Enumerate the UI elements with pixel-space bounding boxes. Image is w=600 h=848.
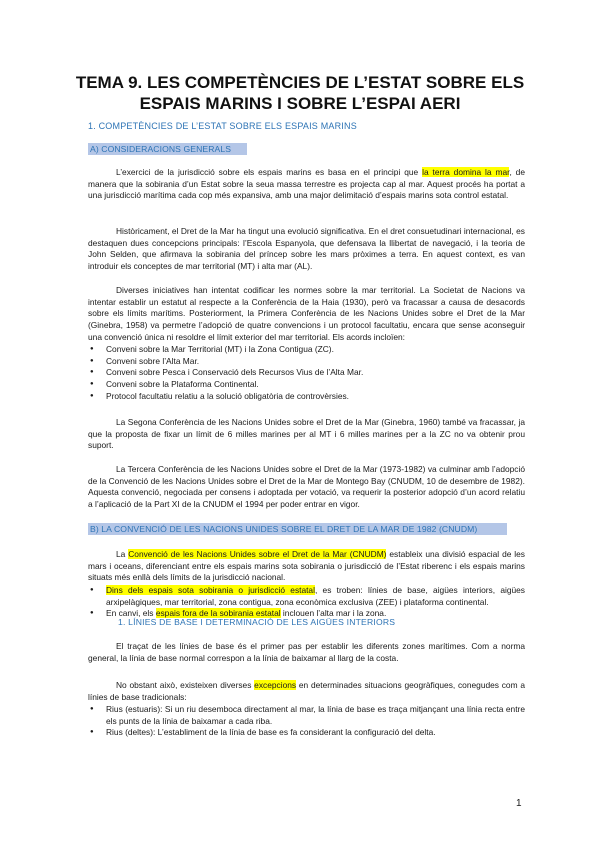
page-number: 1: [516, 798, 522, 809]
paragraph-text: estableix una divisió espacial de les mars i oceans, diferenciant entre els espais marins sota sobirania o jurisdicció de l’Estat riberenc i els espais marins situats més enllà dels límits de la jurisdicció nacional.: [88, 549, 525, 583]
paragraph-2: Històricament, el Dret de la Mar ha tingut una evolució significativa. En el dret consuetudinari internacional, es destaquen dues concepcions principals: l’Escola Espanyola, que defensava la llibertat de navegació, i la teoria de John Selden, que afirmava la sobirania del príncep sobre les mars pròximes a terra. En aquest context, es van introduir els conceptes de mar territorial (MT) i alta mar (AL).: [88, 226, 525, 272]
paragraph-text: , de manera que la sobirania d’un Estat sobre la seua massa terrestre es projecta cap al mar. Aquest procés ha portat a una jurisdicció marítima cada cop més expansiva, amb una major delimitació d’espais marins sota control estatal.: [88, 167, 525, 201]
bullet-list-2: [88, 585, 525, 620]
list-item: ● Conveni sobre l’Alta Mar.: [88, 356, 525, 368]
paragraph-text: No obstant això, existeixen diverses: [116, 680, 255, 690]
highlight: Dins dels espais sota sobirania o jurisdicció estatal: [106, 585, 315, 595]
list-item-text: , es troben: línies de base, aigües interiors, aigües arxipelàgiques, mar territorial, zona contigua, zona econòmica exclusiva (ZEE) i plataforma continental.: [106, 585, 525, 607]
list-item-text: inclouen l’alta mar i la zona.: [280, 608, 387, 619]
highlight: la terra domina la mar: [422, 167, 510, 177]
subheading-b: B) LA CONVENCIÓ DE LES NACIONS UNIDES SOBRE EL DRET DE LA MAR DE 1982 (CNUDM): [88, 523, 507, 535]
paragraph-7: El traçat de les línies de base és el primer pas per establir les diferents zones marítimes. Com a norma general, la línia de base normal correspon a la línia de baixamar al llarg de la costa.: [88, 641, 525, 663]
document-title: [60, 72, 540, 114]
section-heading: 1. COMPETÈNCIES DE L’ESTAT SOBRE ELS ESPAIS MARINS: [88, 121, 357, 131]
title-line-2: ESPAIS MARINS I SOBRE L’ESPAI AERI: [139, 94, 461, 113]
list-item: ● Rius (estuaris): Si un riu desemboca directament al mar, la línia de base es traça mitjançant una línia recta entre els punts de la línia de baixamar a cada riba.: [88, 704, 525, 727]
subheading-a: A) CONSIDERACIONS GENERALS: [88, 143, 247, 155]
bullet-list-1: [88, 344, 525, 403]
paragraph-6: [88, 549, 525, 584]
list-item: ● Conveni sobre la Mar Territorial (MT) i la Zona Contigua (ZC).: [88, 344, 525, 356]
list-item: ● Protocol facultatiu relatiu a la solució obligatòria de controvèrsies.: [88, 391, 525, 403]
paragraph-1: [88, 167, 525, 202]
bullet-list-3: [88, 704, 525, 739]
list-item: ● Conveni sobre la Plataforma Continental.: [88, 379, 525, 391]
paragraph-text: La: [116, 549, 129, 559]
list-item: ● Rius (deltes): L’establiment de la línia de base es fa considerant la configuració del delta.: [88, 727, 525, 739]
paragraph-5: La Tercera Conferència de les Nacions Unides sobre el Dret de la Mar (1973-1982) va culminar amb l’adopció de la Convenció de les Nacions Unides sobre el Dret de la Mar de Montego Bay (CNUDM, 10 de desembre de 1982). Aquesta convenció, negociada per consens i adoptada per votació, va requerir la posterior adopció d’un acord relatiu a l’aplicació de la Part XI de la CNUDM el 1994 per poder entrar en vigor.: [88, 464, 525, 510]
title-line-1: TEMA 9. LES COMPETÈNCIES DE L’ESTAT SOBRE ELS: [75, 73, 525, 92]
list-item: ● Conveni sobre Pesca i Conservació dels Recursos Vius de l’Alta Mar.: [88, 367, 525, 379]
list-item-text: En canvi, els: [106, 608, 156, 619]
highlight: excepcions: [254, 680, 297, 690]
paragraph-3: Diverses iniciatives han intentat codificar les normes sobre la mar territorial. La Societat de Nacions va intentar establir un estatut al respecte a la Conferència de la Haia (1930), però va fracassar a causa de desacords sobre els límits marítims. Posteriorment, la Primera Conferència de les Nacions Unides sobre el Dret de la Mar (Ginebra, 1958) va permetre l’adopció de quatre convencions i un protocol facultatiu, encara que sense aconseguir una convenció única ni resoldre el límit exterior del mar territorial. Els acords incloïen:: [88, 285, 525, 342]
paragraph-4: La Segona Conferència de les Nacions Unides sobre el Dret de la Mar (Ginebra, 1960) també va fracassar, ja que la proposta de fixar un límit de 6 milles marines per al MT i 6 milles marines per a la ZC no va obtenir prou suport.: [88, 417, 525, 451]
paragraph-text: en determinades situacions geogràfiques, conegudes com a línies de base tradicionals:: [88, 680, 525, 702]
subsection-heading: 1. LÍNIES DE BASE I DETERMINACIÓ DE LES AIGÜES INTERIORS: [118, 617, 396, 627]
highlight: Convenció de les Nacions Unides sobre el Dret de la Mar (CNUDM): [128, 549, 387, 559]
list-item: [88, 585, 525, 608]
paragraph-text: L’exercici de la jurisdicció sobre els espais marins es basa en el principi que: [116, 167, 423, 177]
highlight: espais fora de la sobirania estatal: [155, 608, 281, 619]
paragraph-8: [88, 680, 525, 703]
